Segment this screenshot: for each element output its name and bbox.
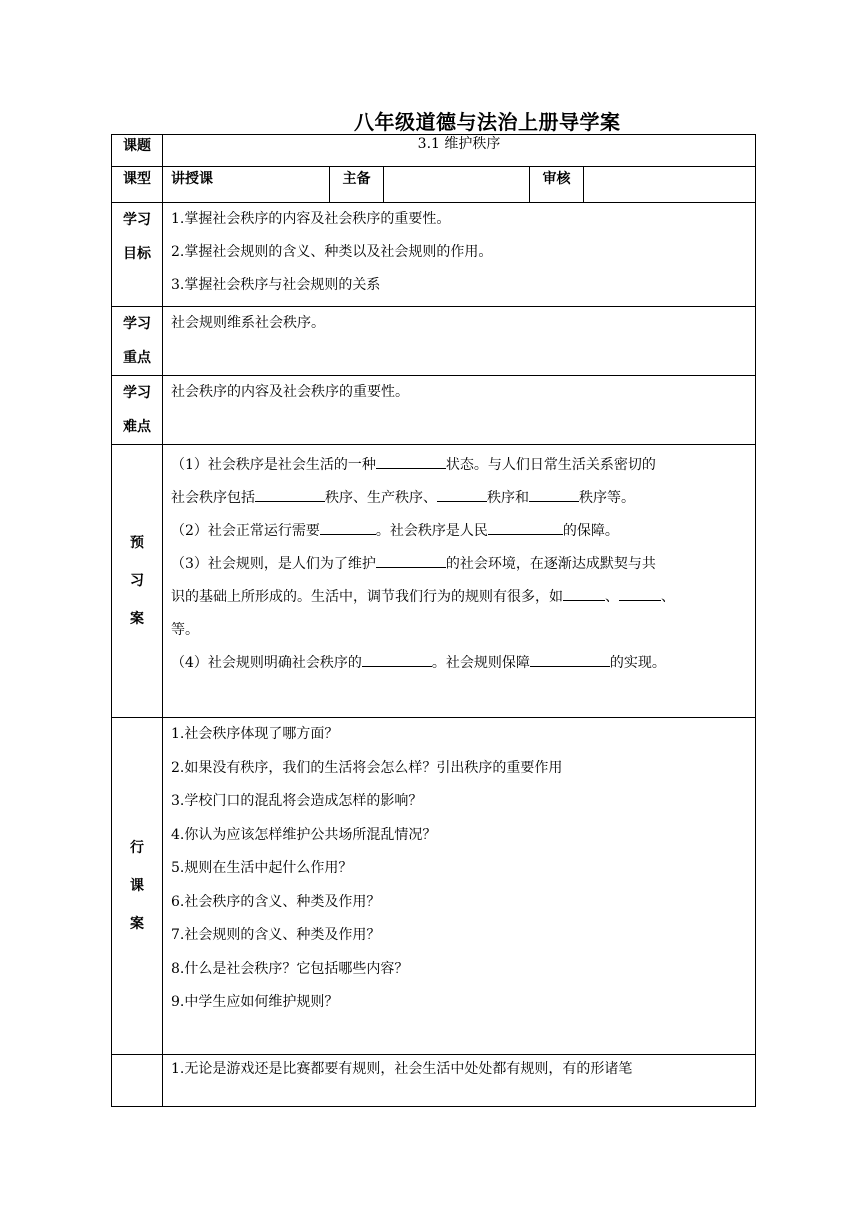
key-point-label-line-2: 重点 xyxy=(123,350,151,366)
objective-item: 1.掌握社会秩序的内容及社会秩序的重要性。 xyxy=(171,211,451,227)
type-row xyxy=(112,167,756,203)
preview-line-4: （3）社会规则，是人们为了维护 的社会环境，在逐渐达成默契与共 xyxy=(163,548,755,581)
preview-label xyxy=(112,445,163,718)
fill-blank[interactable] xyxy=(488,516,563,535)
objectives-label-line-2: 目标 xyxy=(123,246,151,262)
objective-item: 2.掌握社会规则的含义、种类以及社会规则的作用。 xyxy=(171,244,493,260)
topic-row xyxy=(112,135,756,167)
preview-row xyxy=(112,445,756,718)
main-preparer-value xyxy=(384,167,530,203)
fill-blank[interactable] xyxy=(255,483,325,502)
difficulty-row xyxy=(112,376,756,445)
fill-blank[interactable] xyxy=(376,450,446,469)
lesson-label-char: 行 xyxy=(130,840,144,856)
type-label: 课型 xyxy=(112,167,163,203)
preview-label-char: 习 xyxy=(130,573,144,589)
reviewer-value xyxy=(584,167,756,203)
lesson-label-char: 案 xyxy=(130,916,144,932)
fill-blank[interactable] xyxy=(437,483,487,502)
key-point-row xyxy=(112,307,756,376)
lesson-question: 7.社会规则的含义、种类及作用？ xyxy=(171,927,381,943)
page-title: 八年级道德与法治上册导学案 xyxy=(354,110,621,134)
difficulty-label-line-1: 学习 xyxy=(123,385,151,401)
objectives-row xyxy=(112,203,756,307)
fill-blank[interactable] xyxy=(563,582,605,601)
topic-label: 课题 xyxy=(112,135,163,167)
preview-label-char: 预 xyxy=(130,535,144,551)
lesson-question: 8.什么是社会秩序？它包括哪些内容？ xyxy=(171,960,409,977)
objectives-label-line-1: 学习 xyxy=(123,212,151,228)
last-row xyxy=(112,1055,756,1107)
fill-blank[interactable] xyxy=(320,516,376,535)
lesson-content xyxy=(163,718,756,1055)
lesson-question: 1.社会秩序体现了哪方面？ xyxy=(171,726,339,742)
type-value: 讲授课 xyxy=(163,167,330,203)
objectives-content xyxy=(163,203,756,307)
preview-line-5: 识的基础上所形成的。生活中，调节我们行为的规则有很多，如 、 、 xyxy=(163,581,755,614)
topic-value: 3.1 维护秩序 xyxy=(163,135,756,167)
preview-line-2: 社会秩序包括 秩序、生产秩序、 秩序和 秩序等。 xyxy=(163,482,755,515)
preview-line-6: 等。 xyxy=(171,622,199,638)
objective-item: 3.掌握社会秩序与社会规则的关系 xyxy=(171,277,381,293)
lesson-question: 4.你认为应该怎样维护公共场所混乱情况？ xyxy=(171,826,437,843)
preview-label-char: 案 xyxy=(130,611,144,627)
lesson-question: 2.如果没有秩序，我们的生活将会怎么样？引出秩序的重要作用 xyxy=(171,759,563,776)
fill-blank[interactable] xyxy=(362,648,432,667)
study-plan-table xyxy=(111,134,756,1107)
lesson-question: 6.社会秩序的含义、种类及作用？ xyxy=(171,893,381,910)
lesson-label-char: 课 xyxy=(130,878,144,894)
main-preparer-label: 主备 xyxy=(330,167,384,203)
key-point-text: 社会规则维系社会秩序。 xyxy=(171,315,325,331)
key-point-label xyxy=(112,307,163,376)
fill-blank[interactable] xyxy=(376,549,446,568)
difficulty-label xyxy=(112,376,163,445)
key-point-content xyxy=(163,307,756,376)
difficulty-text: 社会秩序的内容及社会秩序的重要性。 xyxy=(171,384,409,400)
key-point-label-line-1: 学习 xyxy=(123,316,151,332)
last-row-content xyxy=(163,1055,756,1107)
preview-line-3: （2）社会正常运行需要 。社会秩序是人民 的保障。 xyxy=(163,515,755,548)
lesson-question: 5.规则在生活中起什么作用？ xyxy=(171,860,353,876)
preview-content xyxy=(163,445,756,718)
lesson-question: 3.学校门口的混乱将会造成怎样的影响？ xyxy=(171,793,423,809)
lesson-row xyxy=(112,718,756,1055)
fill-blank[interactable] xyxy=(529,483,579,502)
preview-line-7: （4）社会规则明确社会秩序的 。社会规则保障 的实现。 xyxy=(163,647,755,680)
objectives-label xyxy=(112,203,163,307)
fill-blank[interactable] xyxy=(619,582,661,601)
difficulty-content xyxy=(163,376,756,445)
lesson-label xyxy=(112,718,163,1055)
fill-blank[interactable] xyxy=(530,648,610,667)
preview-line-1: （1）社会秩序是社会生活的一种 状态。与人们日常生活关系密切的 xyxy=(163,449,755,482)
difficulty-label-line-2: 难点 xyxy=(123,419,151,435)
reviewer-label: 审核 xyxy=(530,167,584,203)
last-row-label xyxy=(112,1055,163,1107)
last-row-text: 1.无论是游戏还是比赛都要有规则，社会生活中处处都有规则，有的形诸笔 xyxy=(171,1061,633,1077)
lesson-question: 9.中学生应如何维护规则？ xyxy=(171,994,339,1010)
